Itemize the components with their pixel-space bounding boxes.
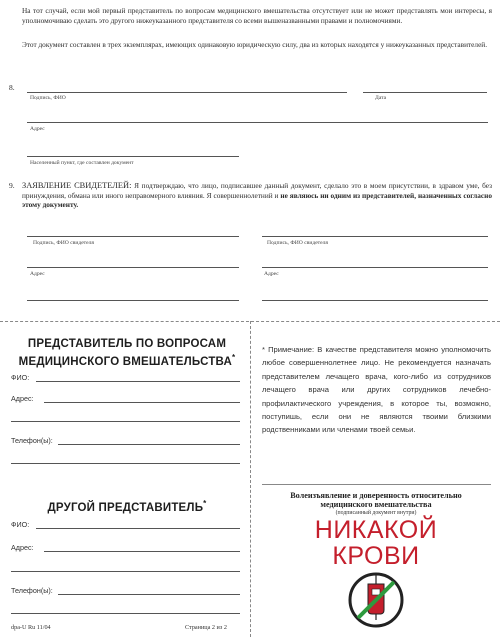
- card-1-address-line-1[interactable]: [44, 402, 240, 403]
- brand-subtitle-small: (подписанный документ внутри): [335, 510, 417, 516]
- card-1-asterisk: *: [232, 353, 236, 362]
- card-2-title-wrap: [4, 497, 250, 515]
- card-2-fio-label: ФИО:: [11, 520, 30, 529]
- card-2-phone-line-1[interactable]: [58, 594, 240, 595]
- card-2-address-label: Адрес:: [11, 543, 34, 552]
- intro-paragraph-1: На тот случай, если мой первый представитель по вопросам медицинского вмешательства отсутствует или не может представлять мои интересы, я уполномочиваю сделать это другого нижеуказанного представителя со всеми вышеназванными правами и полномочиями.: [22, 6, 492, 25]
- place-line[interactable]: [27, 156, 239, 157]
- witness-2-label: Подпись, ФИО свидетеля: [267, 240, 328, 246]
- brand-subtitle-line-1: Волеизъявление и доверенность относительно: [290, 491, 462, 500]
- card-2-phone-label: Телефон(ы):: [11, 586, 53, 595]
- brand-subtitle-line-2: медицинского вмешательства: [320, 500, 432, 509]
- card-2-address-line-1[interactable]: [44, 551, 240, 552]
- card-1-phone-label: Телефон(ы):: [11, 436, 53, 445]
- date-label: Дата: [375, 95, 387, 101]
- card-1-fio-line[interactable]: [36, 381, 240, 382]
- witness-2-address-label: Адрес: [264, 271, 279, 277]
- section-9-number: 9.: [9, 181, 15, 190]
- witness-1-address-line-2[interactable]: [27, 300, 239, 301]
- statement-bold: не являюсь ни одним из представителей, назначенных согласно этому документу.: [22, 190, 492, 210]
- address-label: Адрес: [30, 126, 45, 132]
- card-1-address-label: Адрес:: [11, 394, 34, 403]
- witness-1-address-line[interactable]: [27, 267, 239, 268]
- card-1-title: [4, 338, 250, 369]
- witness-1-label: Подпись, ФИО свидетеля: [33, 240, 94, 246]
- signature-label: Подпись, ФИО: [30, 95, 66, 101]
- brand-subtitle: [252, 491, 500, 509]
- statement-text: Я подтверждаю, что лицо, подписавшее данный документ, сделало это в моем присутствии, в здравом уме, без принуждения, обмана или иного неправомерного влияния. Я совершеннолетний и: [22, 181, 493, 200]
- witness-2-address-line[interactable]: [262, 267, 488, 268]
- card-2-address-line-2[interactable]: [11, 571, 240, 572]
- witness-statement: [22, 181, 492, 210]
- card-1-title-line-2: МЕДИЦИНСКОГО ВМЕШАТЕЛЬСТВА: [18, 355, 232, 368]
- card-2-fio-line[interactable]: [36, 528, 240, 529]
- signature-line[interactable]: [27, 92, 347, 93]
- card-1-phone-line-1[interactable]: [58, 444, 240, 445]
- date-line[interactable]: [363, 92, 487, 93]
- witness-1-address-label: Адрес: [30, 271, 45, 277]
- card-2-asterisk: *: [203, 499, 207, 508]
- section-8-number: 8.: [9, 83, 15, 92]
- witness-2-address-line-2[interactable]: [262, 300, 488, 301]
- statement-title: ЗАЯВЛЕНИЕ СВИДЕТЕЛЕЙ:: [22, 181, 132, 190]
- brand-title-line-2: КРОВИ: [332, 542, 420, 570]
- brand-title-line-1: НИКАКОЙ: [314, 516, 438, 544]
- card-1-address-line-2[interactable]: [11, 421, 240, 422]
- card-1-fio-label: ФИО:: [11, 373, 30, 382]
- address-line[interactable]: [27, 122, 488, 123]
- card-1-phone-line-2[interactable]: [11, 463, 240, 464]
- card-2-title: ДРУГОЙ ПРЕДСТАВИТЕЛЬ: [47, 501, 204, 514]
- card-2-phone-line-2[interactable]: [11, 613, 240, 614]
- place-label: Населенный пункт, где составлен документ: [30, 160, 134, 166]
- footer-code: dpa-U Ru 11/04: [11, 624, 51, 631]
- no-blood-logo-icon: [346, 570, 406, 630]
- intro-paragraph-2: Этот документ составлен в трех экземплярах, имеющих одинаковую юридическую силу, два из которых находятся у нижеуказанных представителей.: [22, 40, 488, 49]
- vertical-cut-line: [250, 321, 251, 637]
- brand-title: [252, 517, 500, 569]
- witness-2-signature-line[interactable]: [262, 236, 488, 237]
- note-text: * Примечание: В качестве представителя можно уполномочить любое совершеннолетнее лицо. Не рекомендуется назначать представителем лечащего врача, кого-либо из сотрудников лечащего врача или других сотрудников лечебно-профилактического учреждения, в которое ты, возможно, поступишь, если они не являются твоими близкими родственниками или членами твоей семьи.: [262, 345, 491, 435]
- footer-page: Страница 2 из 2: [185, 624, 227, 631]
- witness-1-signature-line[interactable]: [27, 236, 239, 237]
- card-1-title-line-1: ПРЕДСТАВИТЕЛЬ ПО ВОПРОСАМ: [27, 338, 227, 350]
- card-1-title-line-2-wrap: [4, 351, 250, 369]
- brand-divider: [262, 484, 491, 485]
